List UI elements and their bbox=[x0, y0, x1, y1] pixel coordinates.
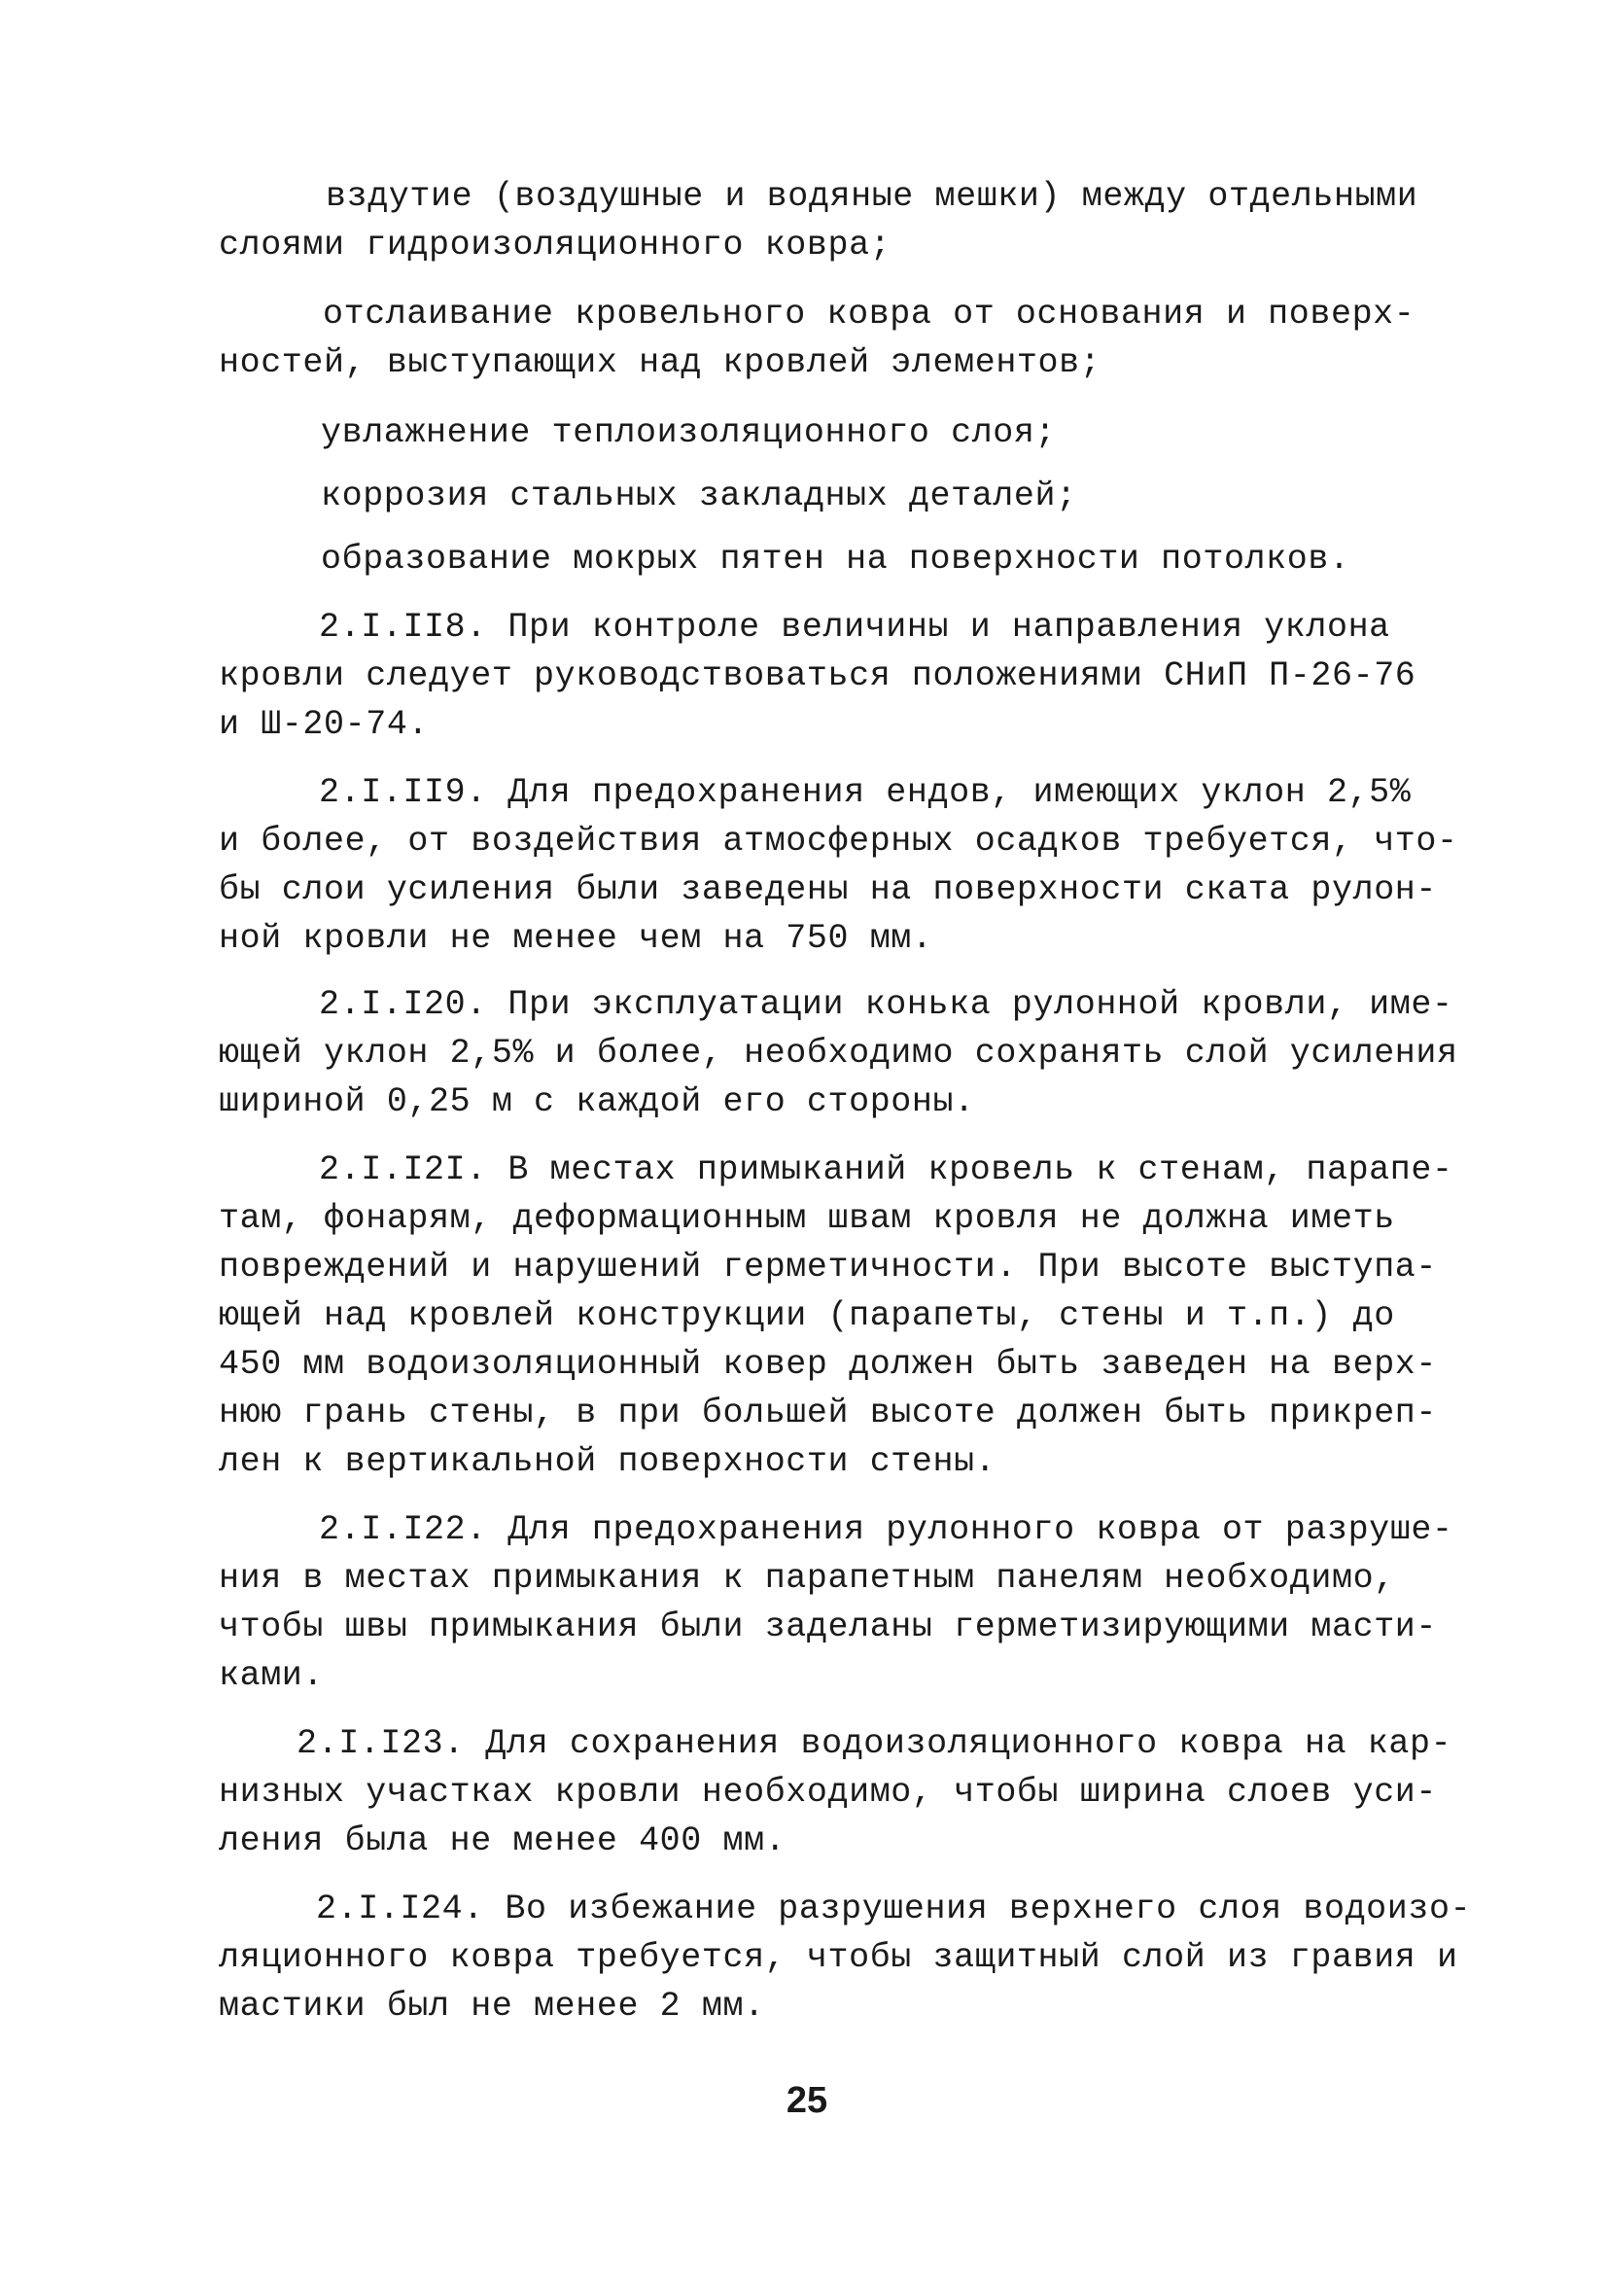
text-line: лен к вертикальной поверхности стены. bbox=[219, 1442, 996, 1481]
text-line: ностей, выступающих над кровлей элементов; bbox=[219, 343, 1101, 382]
clause-heading-line: 2.I.I20. При эксплуатации конька рулонной кровли, име- bbox=[319, 985, 1453, 1024]
text-line: бы слои усиления были заведены на поверхности ската рулон- bbox=[219, 870, 1437, 909]
text-line: ляционного ковра требуется, чтобы защитный слой из гравия и bbox=[219, 1938, 1458, 1977]
text-line: и более, от воздействия атмосферных осадков требуется, что- bbox=[219, 822, 1458, 861]
clause-heading-line: 2.I.I22. Для предохранения рулонного ковра от разруше- bbox=[319, 1510, 1453, 1549]
text-line: коррозия стальных закладных деталей; bbox=[321, 477, 1077, 515]
text-line: ния в местах примыкания к парапетным панелям необходимо, bbox=[219, 1559, 1395, 1598]
clause-heading-line: 2.I.I23. Для сохранения водоизоляционного ковра на кар- bbox=[297, 1724, 1452, 1763]
text-line: чтобы швы примыкания были заделаны герметизирующими масти- bbox=[219, 1607, 1437, 1646]
text-line: ной кровли не менее чем на 750 мм. bbox=[219, 919, 933, 958]
text-line: вздутие (воздушные и водяные мешки) между отдельными bbox=[326, 177, 1418, 216]
text-line: шириной 0,25 м с каждой его стороны. bbox=[219, 1082, 975, 1121]
text-line: ками. bbox=[219, 1656, 325, 1695]
clause-heading-line: 2.I.I24. Во избежание разрушения верхнего слоя водоизо- bbox=[316, 1890, 1472, 1928]
text-line: ющей уклон 2,5% и более, необходимо сохранять слой усиления bbox=[219, 1034, 1458, 1073]
text-line: слоями гидроизоляционного ковра; bbox=[219, 226, 891, 265]
page-number: 25 bbox=[786, 2080, 828, 2121]
text-line: ления была не менее 400 мм. bbox=[219, 1821, 787, 1860]
clause-heading-line: 2.I.I2I. В местах примыканий кровель к стенам, парапе- bbox=[319, 1150, 1453, 1189]
text-line: увлажнение теплоизоляционного слоя; bbox=[321, 413, 1057, 452]
clause-heading-line: 2.I.II9. Для предохранения ендов, имеющих уклон 2,5% bbox=[319, 773, 1412, 812]
text-line: отслаивание кровельного ковра от основания и поверх- bbox=[323, 295, 1416, 334]
text-line: мастики был не менее 2 мм. bbox=[219, 1987, 765, 2026]
text-line: повреждений и нарушений герметичности. При высоте выступа- bbox=[219, 1248, 1437, 1287]
text-line: низных участках кровли необходимо, чтобы ширина слоев уси- bbox=[219, 1773, 1437, 1812]
text-line: и Ш-20-74. bbox=[219, 705, 430, 744]
text-line: образование мокрых пятен на поверхности потолков. bbox=[321, 540, 1350, 579]
text-line: ющей над кровлей конструкции (парапеты, стены и т.п.) до bbox=[219, 1296, 1395, 1335]
text-line: там, фонарям, деформационным швам кровля не должна иметь bbox=[219, 1199, 1395, 1238]
text-line: нюю грань стены, в при большей высоте должен быть прикреп- bbox=[219, 1394, 1437, 1432]
text-line: 450 мм водоизоляционный ковер должен быть заведен на верх- bbox=[219, 1345, 1437, 1384]
text-line: кровли следует руководствоваться положениями СНиП П-26-76 bbox=[219, 656, 1416, 695]
clause-heading-line: 2.I.II8. При контроле величины и направления уклона bbox=[319, 608, 1390, 647]
